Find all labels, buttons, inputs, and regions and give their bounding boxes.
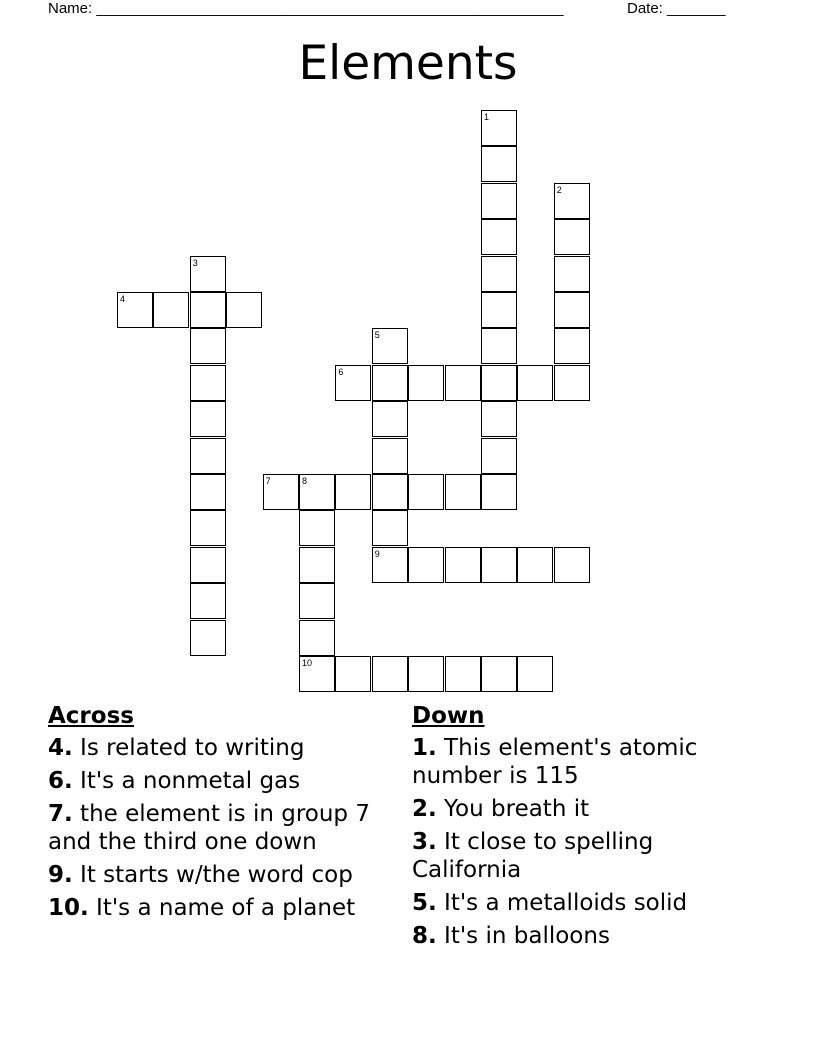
crossword-cell[interactable] (153, 292, 189, 328)
crossword-cell[interactable] (445, 474, 481, 510)
across-clues (48, 702, 393, 927)
crossword-cell[interactable] (299, 547, 335, 583)
crossword-cell[interactable] (335, 474, 371, 510)
crossword-cell[interactable] (481, 292, 517, 328)
crossword-cell[interactable] (554, 256, 590, 292)
cell-number: 7 (265, 476, 271, 486)
down-clue-list (412, 734, 742, 950)
crossword-cell[interactable] (372, 438, 408, 474)
clue-number: 5. (412, 890, 437, 916)
across-clue (48, 800, 393, 856)
clue-text: It's in balloons (436, 923, 610, 949)
crossword-cell[interactable] (190, 292, 226, 328)
crossword-cell[interactable] (372, 474, 408, 510)
down-clue (412, 734, 742, 790)
across-clue-list (48, 734, 393, 922)
clue-number: 9. (48, 862, 73, 888)
clue-number: 1. (412, 735, 437, 761)
crossword-cell[interactable] (481, 110, 517, 146)
clue-number: 6. (48, 768, 73, 794)
down-clue (412, 889, 742, 917)
clue-text: It's a metalloids solid (436, 890, 688, 916)
across-heading: Across (48, 703, 134, 729)
down-clue (412, 828, 742, 884)
crossword-cell[interactable] (335, 656, 371, 692)
down-clue (412, 795, 742, 823)
crossword-cell[interactable] (190, 256, 226, 292)
crossword-cell[interactable] (554, 183, 590, 219)
crossword-cell[interactable] (190, 547, 226, 583)
down-clue (412, 922, 742, 950)
crossword-cell[interactable] (481, 219, 517, 255)
crossword-cell[interactable] (445, 365, 481, 401)
crossword-cell[interactable] (408, 656, 444, 692)
clue-text: Is related to writing (72, 735, 305, 761)
clue-text: This element's atomic number is 115 (412, 735, 698, 789)
crossword-cell[interactable] (481, 401, 517, 437)
crossword-cell[interactable] (481, 256, 517, 292)
clue-text: It's a nonmetal gas (72, 768, 301, 794)
crossword-cell[interactable] (263, 474, 299, 510)
cell-number: 4 (120, 294, 126, 304)
clue-number: 7. (48, 801, 73, 827)
crossword-cell[interactable] (481, 183, 517, 219)
date-field-label: Date: _______ (627, 0, 726, 17)
cell-number: 10 (302, 658, 313, 668)
crossword-cell[interactable] (190, 365, 226, 401)
crossword-cell[interactable] (554, 292, 590, 328)
crossword-cell[interactable] (481, 547, 517, 583)
crossword-cell[interactable] (554, 219, 590, 255)
crossword-cell[interactable] (372, 401, 408, 437)
clue-number: 3. (412, 829, 437, 855)
crossword-cell[interactable] (481, 328, 517, 364)
crossword-cell[interactable] (190, 328, 226, 364)
crossword-cell[interactable] (554, 547, 590, 583)
crossword-cell[interactable] (481, 656, 517, 692)
crossword-cell[interactable] (554, 328, 590, 364)
crossword-cell[interactable] (190, 474, 226, 510)
crossword-cell[interactable] (517, 656, 553, 692)
cell-number: 2 (556, 184, 562, 195)
cell-number: 3 (192, 257, 198, 268)
across-clue (48, 861, 393, 889)
crossword-cell[interactable] (408, 474, 444, 510)
clue-number: 4. (48, 735, 73, 761)
crossword-cell[interactable] (481, 146, 517, 182)
crossword-cell[interactable] (445, 547, 481, 583)
cell-number: 6 (338, 366, 344, 377)
down-heading: Down (412, 703, 485, 729)
down-clues (412, 702, 742, 955)
clue-text: It close to spelling California (412, 829, 654, 883)
crossword-cell[interactable] (299, 474, 335, 510)
crossword-cell[interactable] (190, 583, 226, 619)
crossword-cell[interactable] (299, 620, 335, 656)
crossword-cell[interactable] (190, 401, 226, 437)
name-field-label: Name: ________________________________________________________ (48, 0, 564, 17)
clue-number: 2. (412, 796, 437, 822)
crossword-cell[interactable] (517, 365, 553, 401)
crossword-cell[interactable] (226, 292, 262, 328)
crossword-cell[interactable] (372, 510, 408, 546)
crossword-cell[interactable] (445, 656, 481, 692)
clue-text: It starts w/the word cop (72, 862, 353, 888)
crossword-cell[interactable] (299, 656, 335, 692)
cell-number: 9 (374, 548, 380, 559)
crossword-cell[interactable] (481, 365, 517, 401)
crossword-cell[interactable] (372, 328, 408, 364)
crossword-cell[interactable] (372, 656, 408, 692)
across-clue (48, 767, 393, 795)
crossword-cell[interactable] (481, 474, 517, 510)
crossword-cell[interactable] (299, 510, 335, 546)
crossword-cell[interactable] (190, 620, 226, 656)
crossword-cell[interactable] (117, 292, 153, 328)
clue-text: It's a name of a planet (88, 895, 356, 921)
crossword-cell[interactable] (408, 547, 444, 583)
crossword-cell[interactable] (190, 438, 226, 474)
crossword-cell[interactable] (554, 365, 590, 401)
page-title: Elements (298, 36, 518, 91)
cell-number: 1 (484, 112, 490, 122)
clue-text: You breath it (436, 796, 590, 822)
clue-number: 8. (412, 923, 437, 949)
clue-text: the element is in group 7 and the third one down (48, 801, 370, 855)
clue-number: 10. (48, 895, 89, 921)
crossword-cell[interactable] (372, 365, 408, 401)
crossword-cell[interactable] (372, 547, 408, 583)
crossword-cell[interactable] (299, 583, 335, 619)
cell-number: 8 (302, 476, 308, 486)
crossword-cell[interactable] (408, 365, 444, 401)
crossword-cell[interactable] (190, 510, 226, 546)
across-clue (48, 734, 393, 762)
crossword-cell[interactable] (517, 547, 553, 583)
cell-number: 5 (374, 330, 380, 341)
crossword-cell[interactable] (335, 365, 371, 401)
crossword-cell[interactable] (481, 438, 517, 474)
across-clue (48, 894, 393, 922)
